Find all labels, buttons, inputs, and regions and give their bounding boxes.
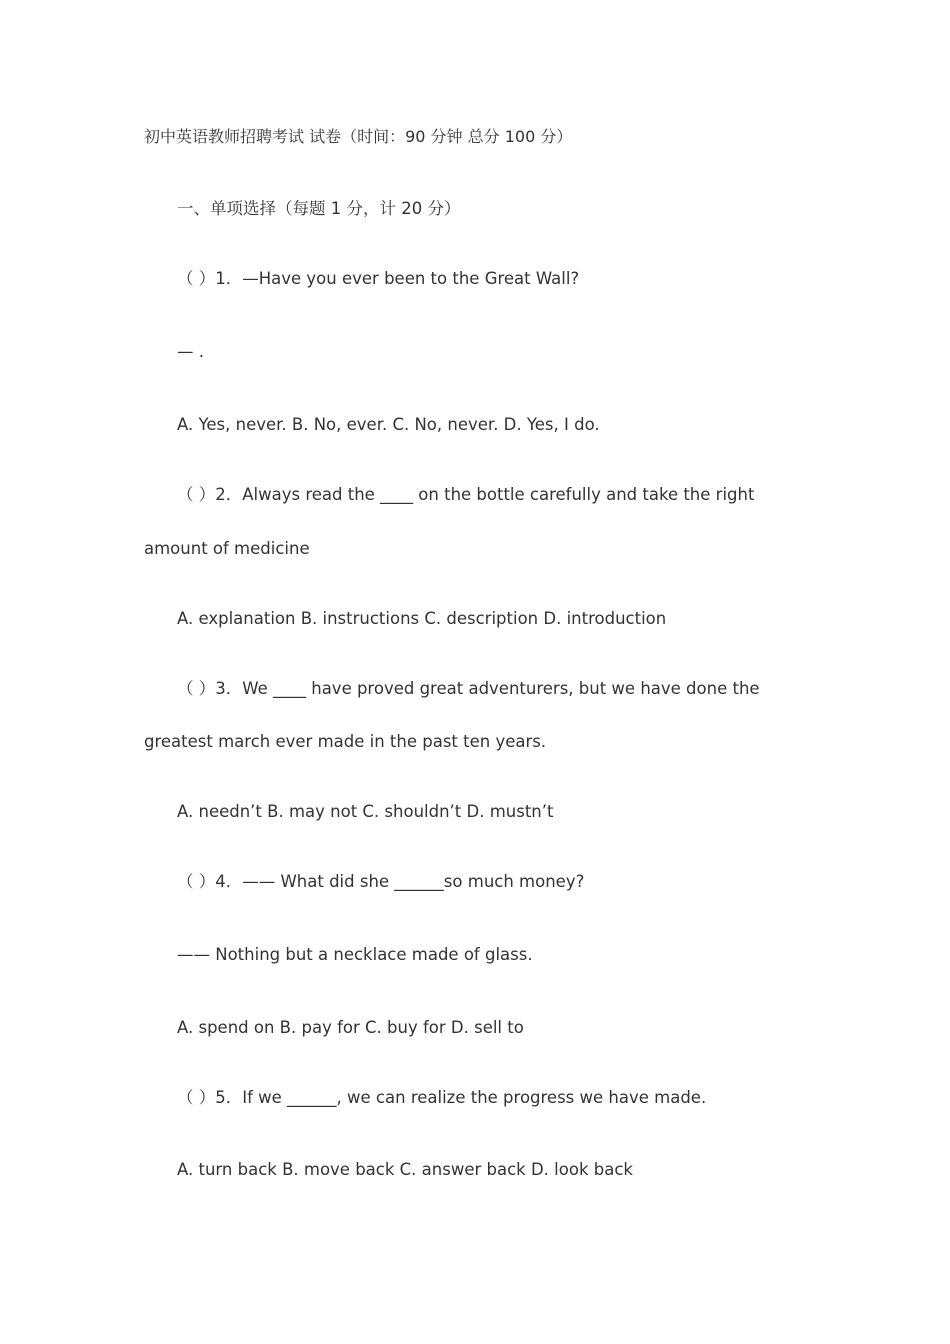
question-3-stem: （ ）3．We ____ have proved great adventurers, but we have done the — [177, 679, 760, 698]
question-1-options: A. Yes, never. B. No, ever. C. No, never. D. Yes, I do. — [177, 415, 600, 434]
question-2-options: A. explanation B. instructions C. description D. introduction — [177, 609, 667, 628]
section-heading: 一、单项选择（每题 1 分，计 20 分） — [177, 199, 461, 218]
question-3-stem-continued: greatest march ever made in the past ten years. — [144, 732, 547, 751]
question-4-stem: （ ）4．—— What did she ______so much money? — [177, 872, 585, 891]
question-1-response: — . — [177, 342, 204, 361]
question-3-options: A. needn’t B. may not C. shouldn’t D. mustn’t — [177, 802, 554, 821]
question-4-response: —— Nothing but a necklace made of glass. — [177, 945, 533, 964]
question-4-options: A. spend on B. pay for C. buy for D. sell to — [177, 1018, 524, 1037]
exam-title: 初中英语教师招聘考试 试卷（时间：90 分钟 总分 100 分） — [144, 127, 573, 146]
question-5-stem: （ ）5．If we ______, we can realize the progress we have made. — [177, 1088, 707, 1107]
question-1-stem: （ ）1．—Have you ever been to the Great Wall? — [177, 269, 580, 288]
question-2-stem: （ ）2．Always read the ____ on the bottle carefully and take the right — [177, 485, 755, 504]
question-2-stem-continued: amount of medicine — [144, 539, 310, 558]
question-5-options: A. turn back B. move back C. answer back D. look back — [177, 1160, 633, 1179]
